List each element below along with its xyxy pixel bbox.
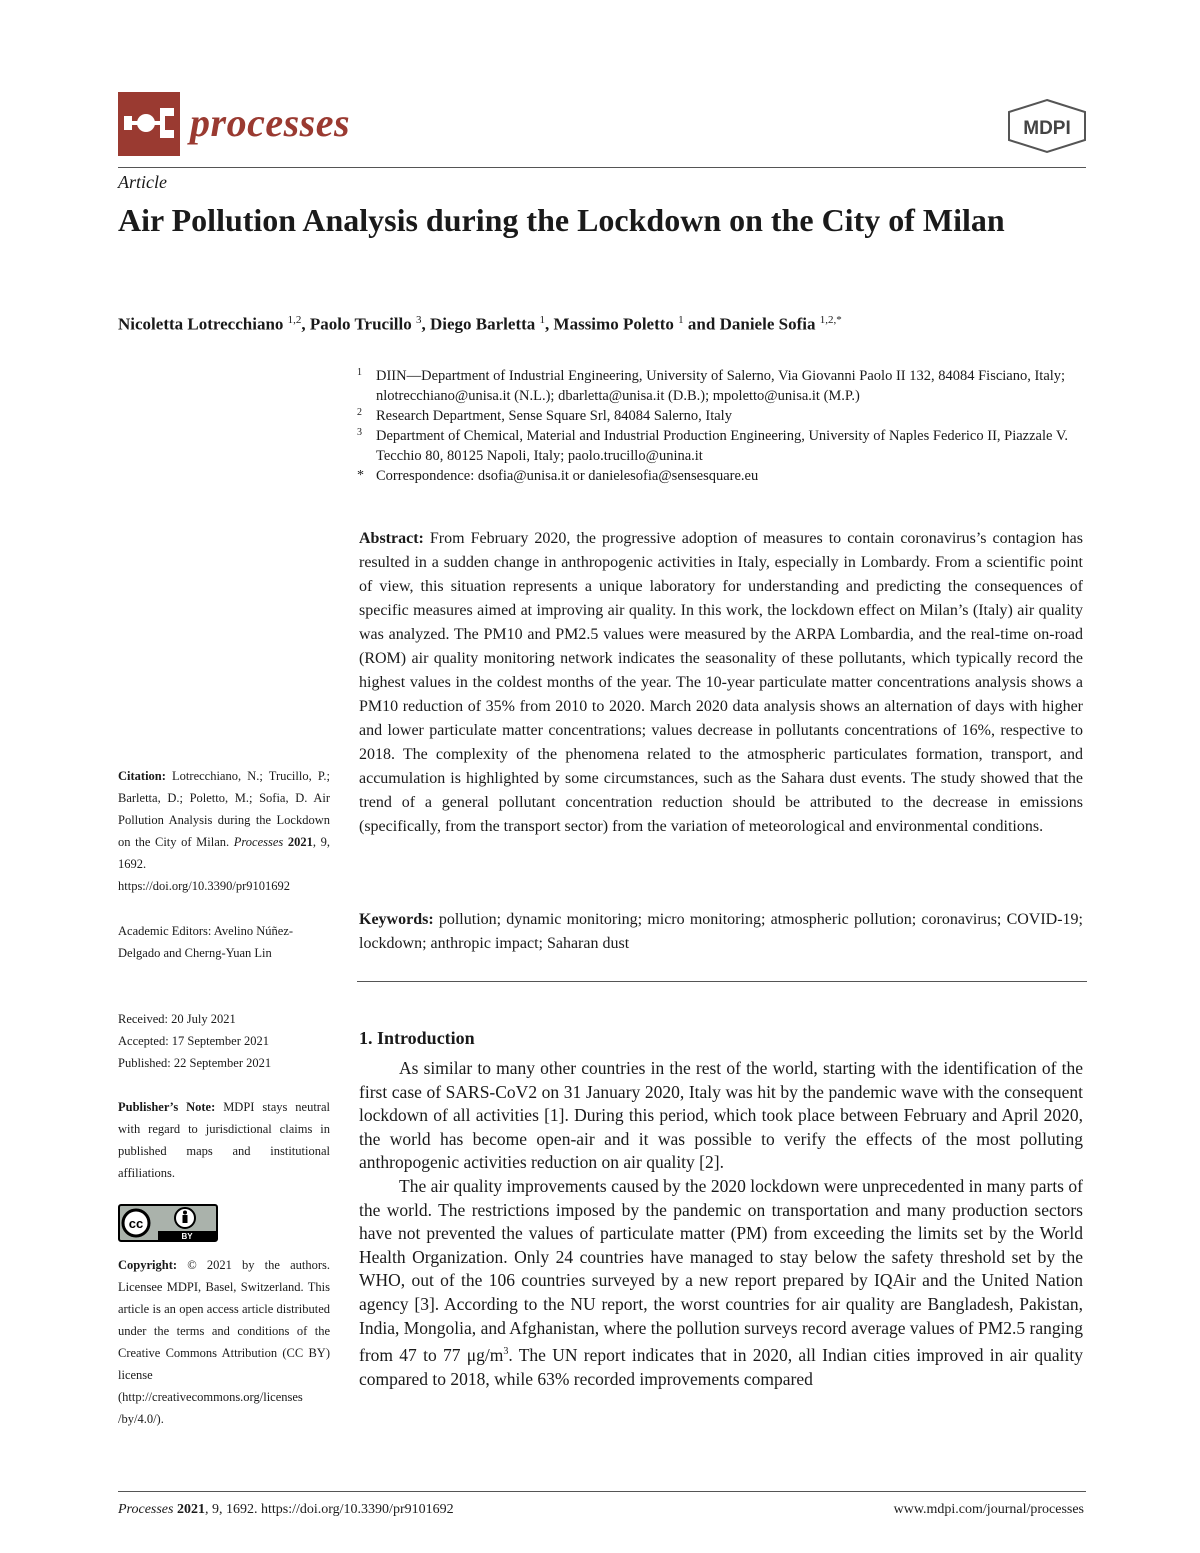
cc-by-label: BY [181, 1232, 193, 1241]
published-date: Published: 22 September 2021 [118, 1056, 272, 1070]
copyright-block [118, 1254, 330, 1430]
keywords-label: Keywords: [359, 911, 434, 928]
article-title: Air Pollution Analysis during the Lockdown on the City of Milan [118, 202, 1005, 238]
affiliation-item [357, 366, 1087, 406]
journal-url-link[interactable]: www.mdpi.com/journal/processes [893, 1502, 1084, 1517]
copyright-text: © 2021 by the authors. Licensee MDPI, Basel, Switzerland. This article is an open access article distributed under the terms and conditions of the Creative Commons Attribution (CC BY) license (http://creativecommons.org/licenses /by/4.0/). [118, 1258, 330, 1426]
affiliation-text: Department of Chemical, Material and Industrial Production Engineering, University of Naples Federico II, Piazzale V. Tecchio 80, 80125 Napoli, Italy; paolo.trucillo@unina.it [376, 428, 1069, 464]
academic-editors: Academic Editors: Avelino Núñez-Delgado and Cherng-Yuan Lin [118, 924, 294, 960]
author-affiliation-mark: 1 [539, 314, 546, 326]
mdpi-logo-icon [1005, 98, 1089, 154]
keywords [359, 908, 1083, 956]
footer-ref: , 9, 1692. https://doi.org/10.3390/pr9101692 [204, 1502, 454, 1517]
affiliation-item [357, 406, 1087, 426]
affiliation-item [357, 466, 1087, 486]
author-affiliation-mark: 3 [416, 314, 422, 326]
author-name: Paolo Trucillo [309, 314, 416, 334]
paragraph-text: The air quality improvements caused by the 2020 lockdown were unprecedented in many parts of the world. The restrictions imposed by the pandemic on transportation and many production sectors have not prevented the values of particulate matter (PM) from exceeding the limits set by the World Health Organization. Only 24 countries have managed to stay below the safety threshold set by the WHO, out of the 106 countries surveyed by a new report prepared by IQAir and the United Nation agency [3]. According to the NU report, the worst countries for air quality are Bangladesh, Pakistan, India, Mongolia, and Afghanistan, where the pollution surveys record average values of PM2.5 ranging from 47 to 77 μg/m [359, 1175, 1083, 1365]
paragraph [359, 1175, 1083, 1391]
citation-label: Citation: [118, 769, 166, 783]
affiliation-text: Correspondence: dsofia@unisa.it or danielesofia@sensesquare.eu [376, 468, 759, 484]
svg-text:cc: cc [128, 1216, 144, 1231]
citation-doi-link[interactable]: https://doi.org/10.3390/pr9101692 [118, 879, 290, 893]
author-separator: , [301, 314, 310, 334]
footer-journal: Processes [118, 1502, 174, 1517]
affiliation-item [357, 426, 1087, 466]
author-name: Massimo Poletto [553, 314, 679, 334]
author-affiliation-mark: 1,2,* [819, 314, 842, 326]
publisher-note [118, 1096, 330, 1184]
citation-journal: Processes [233, 835, 284, 849]
footer-divider [118, 1491, 1086, 1492]
journal-name: processes [190, 100, 351, 145]
author-separator: , [421, 314, 430, 334]
publication-dates [118, 1008, 330, 1074]
paragraph-text: . The UN report indicates that in 2020, all Indian cities improved in air quality compared to 2018, while 63% recorded improvements compared [359, 1344, 1083, 1389]
abstract [359, 527, 1083, 839]
introduction-body [359, 1057, 1083, 1391]
footer-year: 2021 [176, 1502, 205, 1517]
publisher-note-text: MDPI stays neutral with regard to jurisdictional claims in published maps and institutional affiliations. [118, 1100, 330, 1180]
publisher-note-label: Publisher’s Note: [118, 1100, 216, 1114]
header-divider [118, 167, 1086, 168]
abstract-label: Abstract: [359, 530, 424, 547]
keywords-text: pollution; dynamic monitoring; micro monitoring; atmospheric pollution; coronavirus; COVID-19; lockdown; anthropic impact; Saharan dust [359, 911, 1084, 952]
journal-logo-icon [118, 92, 180, 156]
citation-year: 2021 [287, 835, 313, 849]
citation-text: Lotrecchiano, N.; Trucillo, P.; Barletta, D.; Poletto, M.; Sofia, D. Air Pollution Analysis during the Lockdown on the City of Milan. [118, 769, 330, 849]
author-name: Nicoletta Lotrecchiano [118, 314, 288, 334]
author-name: Diego Barletta [430, 314, 540, 334]
affiliations [357, 366, 1087, 486]
author-affiliation-mark: 1,2 [287, 314, 302, 326]
citation-volume: , 9, 1692. [118, 835, 330, 871]
copyright-label: Copyright: [118, 1258, 178, 1272]
affiliation-mark: 2 [357, 407, 362, 418]
affiliation-text: DIIN—Department of Industrial Engineering, University of Salerno, Via Giovanni Paolo II 132, 84084 Fisciano, Italy; nlotrecchiano@unisa.it (N.L.); dbarletta@unisa.it (D.B.); mpoletto@unisa.it (M.P.) [376, 368, 1066, 404]
citation-block [118, 765, 330, 897]
author-name: Daniele Sofia [719, 314, 820, 334]
mdpi-logo-text: MDPI [1023, 118, 1071, 139]
affiliation-text: Research Department, Sense Square Srl, 84084 Salerno, Italy [376, 408, 732, 424]
accepted-date: Accepted: 17 September 2021 [118, 1034, 269, 1048]
author-affiliation-mark: 1 [678, 314, 684, 326]
footer-citation [118, 1502, 454, 1518]
received-date: Received: 20 July 2021 [118, 1012, 236, 1026]
affiliation-mark: 1 [357, 367, 362, 378]
article-type: Article [118, 172, 167, 192]
abstract-text: From February 2020, the progressive adoption of measures to contain coronavirus’s contagion has resulted in a sudden change in anthropogenic activities in Italy, especially in Lombardy. From a scientific point of view, this situation represents a unique laboratory for understanding and predicting the consequences of specific measures aimed at improving air quality. In this work, the lockdown effect on Milan’s (Italy) air quality was analyzed. The PM10 and PM2.5 values were measured by the ARPA Lombardia, and the real-time on-road (ROM) air quality monitoring network indicates the seasonality of these pollutants, which typically record the highest values in the coldest months of the year. The 10-year particulate matter concentrations analysis shows a PM10 reduction of 35% from 2010 to 2020. March 2020 data analysis shows an alternation of days with higher and lower particulate matter concentrations; values decrease in pollutants concentrations of 16%, respective to 2018. The complexity of the phenomena related to the atmospheric particulates formation, transport, and accumulation is highlighted by some circumstances, such as the Sahara dust events. The study showed that the trend of a general pollutant concentration reduction should be attributed to the decrease in emissions (specifically, from the transport sector) from the variation of meteorological and environmental conditions. [359, 530, 1084, 835]
author-separator: , [545, 314, 554, 334]
affiliation-mark: 3 [357, 427, 362, 438]
superscript: 3 [503, 1346, 509, 1358]
paragraph: As similar to many other countries in the rest of the world, starting with the identification of the first case of SARS-CoV2 on 31 January 2020, Italy was hit by the pandemic wave with the consequent lockdown of all activities [1]. During this period, which took place between February and April 2020, the world has become open-air and it was possible to verify the effects of the most polluting anthropogenic activities reduction on air quality [2]. [359, 1058, 1083, 1173]
abstract-divider [357, 981, 1087, 982]
affiliation-mark: * [357, 468, 364, 483]
section-heading: 1. Introduction [359, 1028, 475, 1048]
cc-by-license-icon[interactable] [118, 1204, 218, 1242]
author-list [118, 308, 1086, 337]
author-separator: and [683, 314, 720, 334]
